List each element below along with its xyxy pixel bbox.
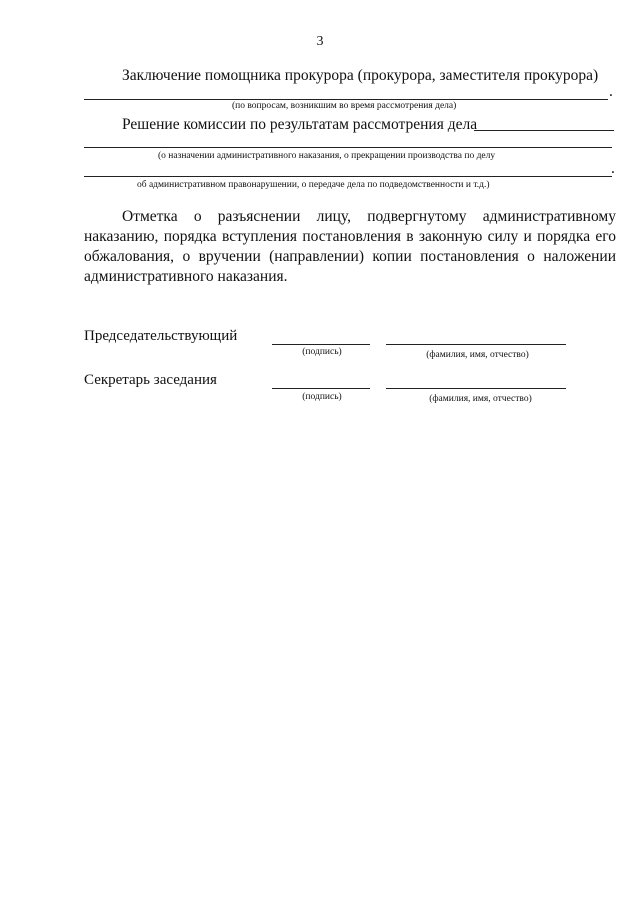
secretary-signature-caption: (подпись) — [302, 392, 342, 402]
explanation-note-text: Отметка о разъяснении лицу, подвергнутому административному наказанию, порядка вступления постановления в законную силу и порядка его обжалования, о вручении (направлении) копии постановления о наложении административного наказания. — [84, 208, 616, 285]
commission-end-mark: . — [611, 160, 615, 177]
prosecutor-conclusion-label: Заключение помощника прокурора (прокурора, заместителя прокурора) — [122, 67, 599, 84]
commission-decision-caption-1: (о назначении административного наказания, о прекращении производства по делу — [158, 151, 496, 161]
commission-decision-fill-line-1 — [84, 147, 612, 148]
secretary-label: Секретарь заседания — [84, 372, 217, 388]
commission-decision-inline-line — [474, 130, 614, 131]
explanation-note-paragraph — [84, 207, 616, 287]
chairperson-name-caption: (фамилия, имя, отчество) — [426, 350, 529, 360]
commission-decision-caption-2: об административном правонарушении, о передаче дела по подведомственности и т.д.) — [137, 180, 490, 190]
chairperson-name-line — [386, 344, 566, 345]
chairperson-signature-line — [272, 344, 370, 345]
prosecutor-conclusion-caption: (по вопросам, возникшим во время рассмотрения дела) — [232, 101, 457, 111]
page-number: 3 — [316, 34, 324, 49]
secretary-signature-line — [272, 388, 370, 389]
commission-decision-label: Решение комиссии по результатам рассмотрения дела — [122, 116, 478, 133]
chairperson-label: Председательствующий — [84, 328, 238, 344]
secretary-name-caption: (фамилия, имя, отчество) — [429, 394, 532, 404]
commission-decision-fill-line-2 — [84, 176, 612, 177]
chairperson-signature-caption: (подпись) — [302, 347, 342, 357]
prosecutor-conclusion-fill-line — [84, 99, 608, 100]
secretary-name-line — [386, 388, 566, 389]
prosecutor-end-mark: . — [609, 83, 613, 100]
